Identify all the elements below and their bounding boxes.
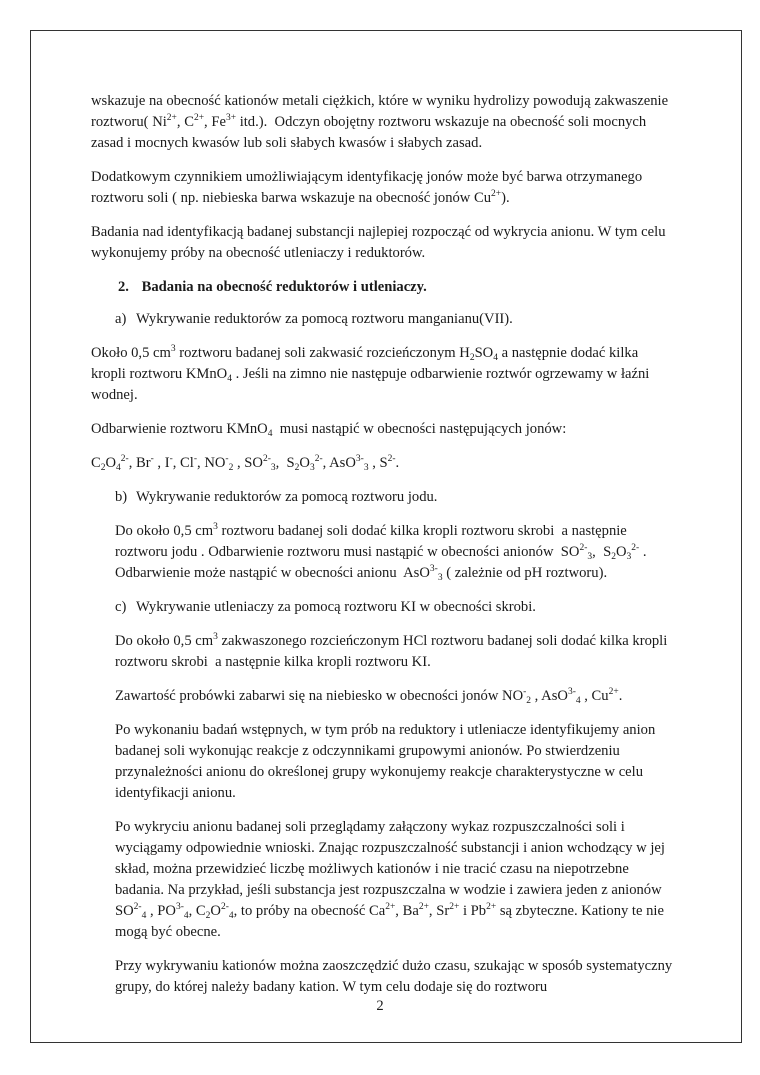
paragraph-anion-identification: Po wykonaniu badań wstępnych, w tym prób na reduktory i utleniacze identyfikujemy anion badanej soli wykonując reakcje z odczynnikami grupowymi anionów. Po stwierdzeniu przynależności anionu do określonej grupy wykonujemy reakcje charakterystyczne w celu identyfikacji anionu. <box>115 722 656 801</box>
paragraph-iodine-procedure: Do około 0,5 $cm^3$ roztworu badanej soli dodać kilka kropli roztworu skrobi a następnie roztworu jodu . Odbarwienie roztworu musi nastąpić w obecności anionów $SO^{2-}_3$, $S_2O_3^{2-}$ . Odbarwienie może nastąpić w obecności anionu AsO$^{3-}_3$ ( zależnie od pH roztworu). <box>115 522 647 583</box>
paragraph-kmno4-procedure: Około 0,5 $cm^3$ roztworu badanej soli zakwasić rozcieńczonym $H_2SO_4$ a następnie dodać kilka kropli roztworu KMnO$_4$ . Jeśli na zimno nie następuje odbarwienie roztwór ogrzewamy w łaźni wodnej. <box>91 344 650 403</box>
subsection-a-label: a) <box>115 311 127 327</box>
subsection-b-label: b) <box>115 489 128 505</box>
subsection-a-heading <box>91 309 675 330</box>
paragraph-kmno4-ions-intro: Odbarwienie roztworu KMnO$_4$ musi nastąpić w obecności następujących jonów: <box>91 421 567 439</box>
document-body <box>91 91 675 1011</box>
paragraph-ki-procedure: Do około 0,5 $cm^3$ zakwaszonego rozcieńczonym HCl roztworu badanej soli dodać kilka kropli roztworu skrobi a następnie kilka kropli roztworu KI. <box>115 632 668 670</box>
paragraph-color: Dodatkowym czynnikiem umożliwiającym identyfikację jonów może być barwa otrzymanego roztworu soli ( np. niebieska barwa wskazuje na obecność jonów $Cu^{2+}$). <box>91 169 643 206</box>
subsection-b-title: Wykrywanie reduktorów za pomocą roztworu jodu. <box>136 489 438 505</box>
paragraph-cation-groups: Przy wykrywaniu kationów można zaoszczędzić dużo czasu, szukając w sposób systematyczny grupy, do której należy badany kation. W tym celu dodaje się do roztworu <box>115 958 673 995</box>
section-heading <box>91 277 675 298</box>
paragraph-kmno4-ions: $C_2O_4^{2-}$, Br- , I-, Cl-, $NO^-_2$ , $SO^{2-}_3$, $S_2O_3^{2-}$, AsO$^{3-}_3$ , $S^{2-}$. <box>91 454 400 473</box>
paragraph-heavy-metals: wskazuje na obecność kationów metali ciężkich, które w wyniku hydrolizy powodują zakwaszenie roztworu( $Ni^{2+}$, $C^{2+}$, $Fe^{3+}$ itd.). Odczyn obojętny roztworu wskazuje na obecność soli mocnych zasad i mocnych kwasów lub soli słabych kwasów i słabych zasad. <box>91 93 669 151</box>
paragraph-anion-first: Badania nad identyfikacją badanej substancji najlepiej rozpocząć od wykrycia anionu. W tym celu wykonujemy próby na obecność utleniaczy i reduktorów. <box>91 224 666 261</box>
paragraph-blue-color: Zawartość probówki zabarwi się na niebiesko w obecności jonów $NO^-_2$ , AsO$^{3-}_4$ , $Cu^{2+}$. <box>115 687 623 706</box>
subsection-c-label: c) <box>115 599 127 615</box>
paragraph-solubility: Po wykryciu anionu badanej soli przeglądamy załączony wykaz rozpuszczalności soli i wyciągamy odpowiednie wnioski. Znając rozpuszczalność substancji i anion wchodzący w jej skład, można przewidzieć liczbę możliwych kationów i nie tracić czasu na niepotrzebne badania. Na przykład, jeśli substancja jest rozpuszczalna w wodzie i zawiera jeden z anionów $SO^{2-}_4$ , $PO^{3-}_4$, $C_2O^{2-}_4$, to próby na obecność $Ca^{2+}$, $Ba^{2+}$, $Sr^{2+}$ i $Pb^{2+}$ są zbyteczne. Kationy te nie mogą być obecne. <box>115 819 665 940</box>
subsection-a-title: Wykrywanie reduktorów za pomocą roztworu manganianu(VII). <box>136 311 513 327</box>
page-number: 2 <box>376 998 384 1014</box>
subsection-c-title: Wykrywanie utleniaczy za pomocą roztworu KI w obecności skrobi. <box>136 599 536 615</box>
subsection-b-heading <box>91 487 675 508</box>
section-title: Badania na obecność reduktorów i utleniaczy. <box>141 279 427 295</box>
subsection-c-heading <box>91 597 675 618</box>
section-number: 2. <box>118 279 129 295</box>
